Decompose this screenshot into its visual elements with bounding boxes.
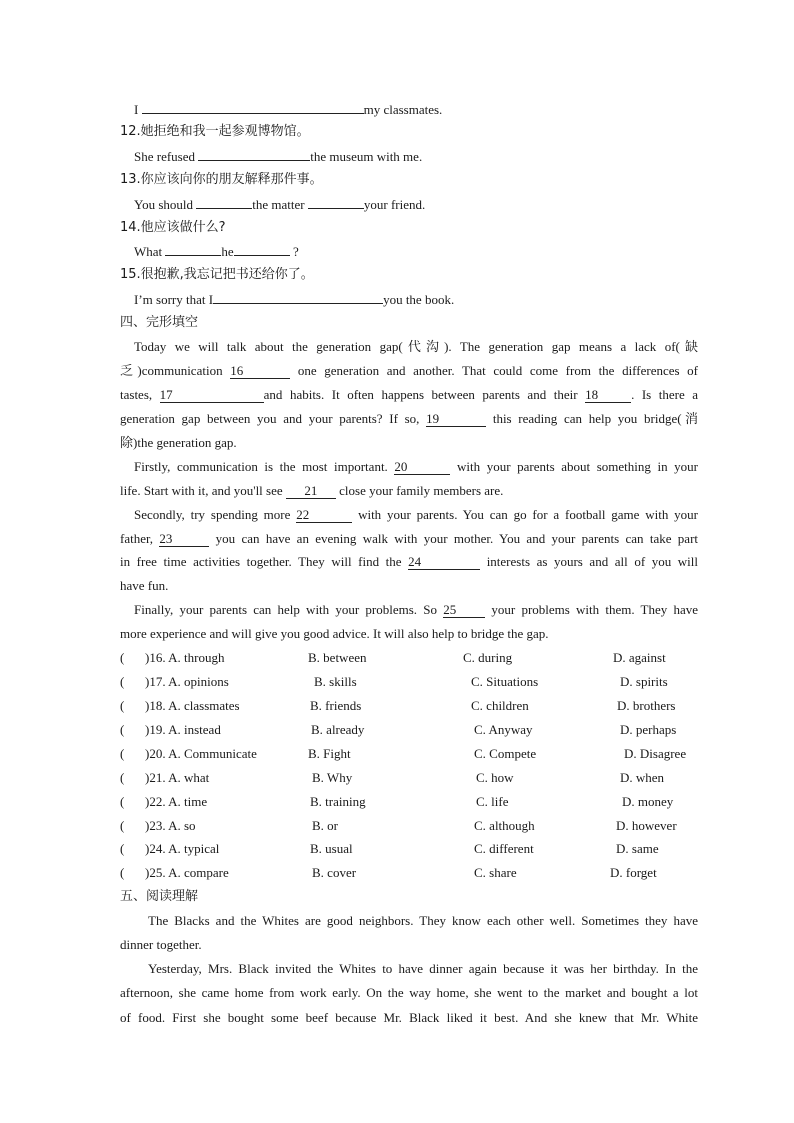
answer-blank[interactable] [308,195,364,209]
option-d[interactable]: D. when [620,770,665,785]
cloze-blank-22[interactable]: 22 [296,507,352,523]
cloze-blank-20[interactable]: 20 [394,459,450,475]
option-c[interactable]: C. Situations [471,674,539,689]
option-b[interactable]: B. between [308,650,367,665]
cloze-line: tastes, 17 and habits. It often happens between parents and their 18 . Is there a [120,387,698,402]
answer-blank[interactable] [165,242,221,256]
cloze-line: in free time activities together. They will find the 24 interests as yours and all of you will [120,554,699,569]
cloze-blank-23[interactable]: 23 [159,531,209,547]
translation-12-sentence: She refused the museum with me. [134,149,423,164]
translation-15-prompt: 15.很抱歉,我忘记把书还给你了。 [120,267,314,282]
option-b[interactable]: B. or [312,818,338,833]
cloze-line: Today we will talk about the generation gap(代沟). The generation gap means a lack of(缺 [134,339,698,354]
answer-bracket[interactable]: ( [120,722,125,737]
cloze-blank-18[interactable]: 18 [585,387,631,403]
option-b[interactable]: B. cover [312,865,357,880]
option-d[interactable]: D. same [616,841,659,856]
option-d[interactable]: D. Disagree [624,746,687,761]
translation-13-prompt: 13.你应该向你的朋友解释那件事。 [120,172,323,187]
answer-blank[interactable] [198,147,310,161]
answer-bracket[interactable]: ( [120,746,125,761]
option-c[interactable]: C. Compete [474,746,537,761]
translation-15-sentence: I’m sorry that I you the book. [134,292,455,307]
option-d[interactable]: D. perhaps [620,722,677,737]
cloze-line: Firstly, communication is the most important. 20 with your parents about something in your [134,459,699,474]
translation-12-prompt: 12.她拒绝和我一起参观博物馆。 [120,124,310,139]
option-b[interactable]: B. already [311,722,365,737]
option-d[interactable]: D. however [616,818,677,833]
answer-bracket[interactable]: ( [120,698,125,713]
reading-line: of food. First she bought some beef because Mr. Black liked it best. And she knew that Mr. White [120,1010,698,1025]
option-c[interactable]: C. life [476,794,509,809]
answer-blank[interactable] [196,195,252,209]
option-c[interactable]: C. although [474,818,535,833]
cloze-blank-16[interactable]: 16 [230,363,290,379]
option-c[interactable]: C. children [471,698,529,713]
reading-line: afternoon, she came home from work early. On the way home, she went to the market and bought a lot [120,985,698,1000]
option-c[interactable]: C. different [474,841,534,856]
reading-line: Yesterday, Mrs. Black invited the Whites to have dinner again because it was her birthday. In the [148,961,698,976]
answer-bracket[interactable]: ( [120,865,125,880]
cloze-line: 乏)communication 16 one generation and another. That could come from the differences of [120,363,699,378]
answer-bracket[interactable]: ( [120,770,125,785]
answer-bracket[interactable]: ( [120,841,125,856]
option-b[interactable]: B. Why [312,770,353,785]
answer-bracket[interactable]: ( [120,818,125,833]
option-d[interactable]: D. brothers [617,698,676,713]
option-d[interactable]: D. forget [610,865,657,880]
cloze-blank-19[interactable]: 19 [426,411,486,427]
option-b[interactable]: B. usual [310,841,353,856]
cloze-blank-21[interactable]: 21 [286,483,336,499]
cloze-line: Secondly, try spending more 22 with your parents. You can go for a football game with your [134,507,699,522]
answer-bracket[interactable]: ( [120,674,125,689]
translation-14-prompt: 14.他应该做什么? [120,220,226,235]
translation-14-sentence: What he ? [134,244,299,259]
option-c[interactable]: C. Anyway [474,722,533,737]
translation-13-sentence: You should the matter your friend. [134,197,426,212]
answer-blank[interactable] [142,100,364,114]
answer-blank[interactable] [213,290,383,304]
answer-bracket[interactable]: ( [120,650,125,665]
cloze-line: father, 23 you can have an evening walk with your mother. You and your parents can take part [120,531,699,546]
option-d[interactable]: D. money [622,794,674,809]
section-heading-reading: 五、阅读理解 [120,889,199,904]
section-heading-cloze: 四、完形填空 [120,315,199,330]
worksheet-page: I my classmates. 12.她拒绝和我一起参观博物馆。 She refused the museum with me. 13.你应该向你的朋友解释那件事。 You should the matter your friend. 14.他应该做什么? What he ? 15.很抱歉,我忘记把书还给你了。 I’m sorry that I you the book. 四、完形填空 Today we will talk about the generation gap(代沟). The generation gap means a lack of(缺 乏)communication 16 one generation and another. That could come from the differences of tastes, 17 and habits. It often happens between parents and their 18 . Is there a generation gap between you and your parents? If so, 19 this reading can help you bridge(消 除)the generation gap. Firstly, communication is the most important. 20 with your parents about something in your life. Start with it, and you'll see 21 close your family members are. Secondly, try spending more 22 with your parents. You can go for a football game with your father, 23 you can have an evening walk with your mother. You and your parents can take part in free time activities together. They will find the 24 interests as yours and all of you will have fun. Finally, your parents can help with your problems. So 25 your problems with them. They have more experience and will give you good advice. It will also help to bridge the gap. ( )16. A. through B. between C. during D. against ( )17. A. opinions B. skills C. Situations D. spirits ( )18. A. classmates B. friends C. children D. brothers ( )19. A. instead B. already C. Anyway D. perhaps ( )20. A. Communicate B. Fight C. Compete D. Disagree ( )21. A. what B. Why C. how D. when ( )22. A. time B. training C. life D. money ( )23. A. so B. or C. although D. however ( )24. A. typical B. usual C. different D. same ( )25. A. compare B. cover C. share D. forget 五、阅读理解 The Blacks and the Whites are good neighbors. They know each other well. Sometimes they have dinner together. Yesterday, Mrs. Black invited the Whites to have dinner again because it was her birthday. In the afternoon, she came home from work early. On the way home, she went to the market and bought a lot of food. First she bought some beef because Mr. Black liked it best. And she knew that Mr. White [120,102,699,1025]
cloze-blank-24[interactable]: 24 [408,554,480,570]
option-d[interactable]: D. spirits [620,674,668,689]
cloze-blank-17[interactable]: 17 [160,387,264,403]
cloze-blank-25[interactable]: 25 [443,602,485,618]
cloze-line: have fun. [120,578,169,593]
answer-blank[interactable] [234,242,290,256]
cloze-line: more experience and will give you good advice. It will also help to bridge the gap. [120,626,549,641]
option-b[interactable]: B. Fight [308,746,351,761]
reading-line: The Blacks and the Whites are good neighbors. They know each other well. Sometimes they have [148,913,698,928]
reading-line: dinner together. [120,937,202,952]
option-b[interactable]: B. skills [314,674,357,689]
answer-bracket[interactable]: ( [120,794,125,809]
cloze-line: 除)the generation gap. [120,435,237,450]
option-c[interactable]: C. during [463,650,513,665]
cloze-line: life. Start with it, and you'll see 21 close your family members are. [120,483,504,498]
option-c[interactable]: C. share [474,865,517,880]
option-b[interactable]: B. friends [310,698,362,713]
option-b[interactable]: B. training [310,794,366,809]
cloze-line: Finally, your parents can help with your problems. So 25 your problems with them. They have [134,602,699,617]
option-c[interactable]: C. how [476,770,514,785]
translation-11-sentence: I my classmates. [134,102,443,117]
cloze-line: generation gap between you and your parents? If so, 19 this reading can help you bridge(消 [120,411,698,426]
option-d[interactable]: D. against [613,650,666,665]
